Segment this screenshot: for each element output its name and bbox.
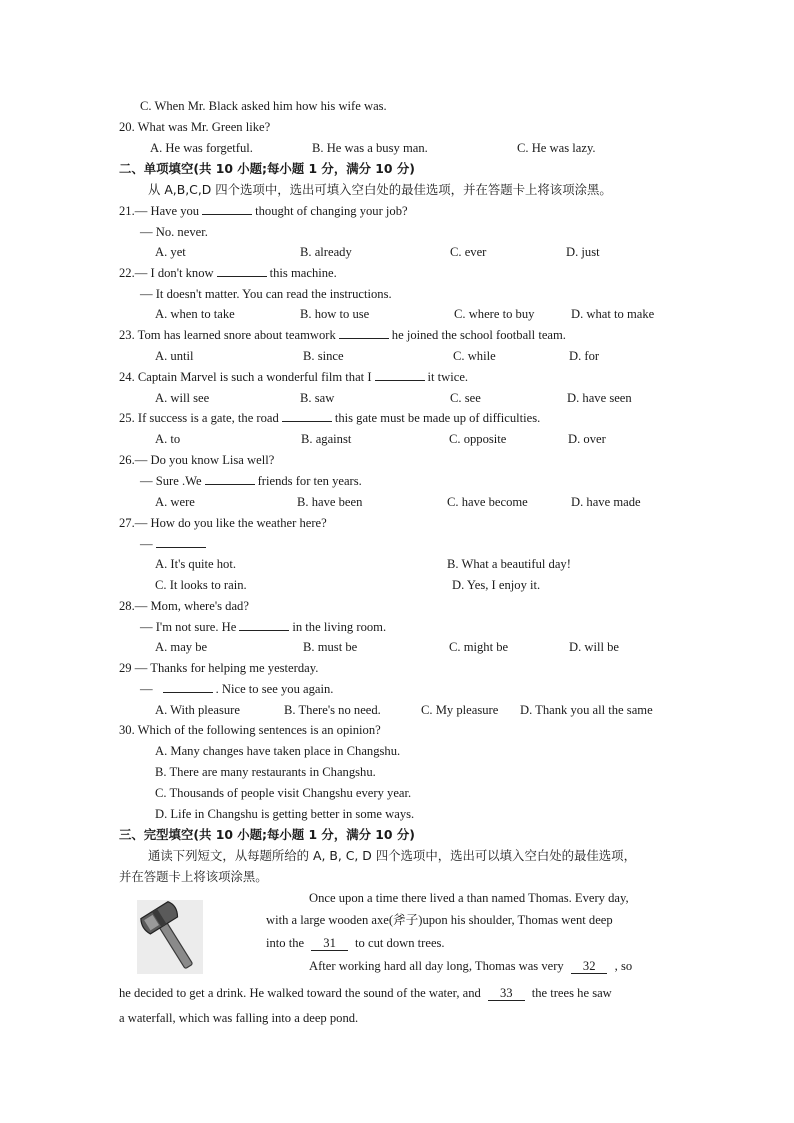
passage-p2-line3: a waterfall, which was falling into a deep pond. (119, 1011, 359, 1025)
q28-option-c: C. might be (449, 640, 509, 654)
q25-line1 (119, 410, 540, 426)
q23-stem-b: he joined the school football team. (391, 328, 566, 342)
q20-option-a: A. He was forgetful. (150, 141, 253, 155)
q21-option-d: D. just (566, 245, 600, 259)
q21-stem-b: thought of changing your job? (255, 204, 408, 218)
q29-option-c: C. My pleasure (421, 703, 499, 717)
section-3-instruction-1: 通读下列短文，从每题所给的 A, B, C, D 四个选项中，选出可以填入空白处的最佳选项， (148, 848, 636, 863)
blank-32: 32 (571, 960, 608, 974)
passage-p1-line3 (266, 935, 445, 951)
blank-33: 33 (488, 987, 525, 1001)
q28-line2 (140, 619, 386, 635)
q24-stem-a: 24. Captain Marvel is such a wonderful film that I (119, 370, 372, 384)
q27-dash: — (140, 537, 153, 551)
q28-stem-a: — I'm not sure. He (140, 620, 237, 634)
q25-option-a: A. to (155, 432, 181, 446)
q26-option-d: D. have made (571, 495, 641, 509)
q29-dash: — (140, 682, 153, 696)
q28-option-a: A. may be (155, 640, 208, 654)
q27-option-a: A. It's quite hot. (155, 557, 236, 571)
q27-option-b: B. What a beautiful day! (447, 557, 571, 571)
section-2-title: 二、单项填空(共 10 小题;每小题 1 分，满分 10 分) (119, 161, 415, 176)
q24-stem-b: it twice. (427, 370, 469, 384)
q21-option-c: C. ever (450, 245, 487, 259)
q21-option-b: B. already (300, 245, 352, 259)
q20-option-c: C. He was lazy. (517, 141, 596, 155)
q25-stem-a: 25. If success is a gate, the road (119, 411, 279, 425)
q21-line1 (119, 203, 408, 219)
q24-option-c: C. see (450, 391, 481, 405)
q22-option-a: A. when to take (155, 307, 235, 321)
passage-text-c: After working hard all day long, Thomas was very (309, 959, 564, 973)
q26-stem-a: — Sure .We (140, 474, 202, 488)
q23-option-a: A. until (155, 349, 194, 363)
q25-stem-b: this gate must be made up of difficulties. (334, 411, 541, 425)
q30-option-a: A. Many changes have taken place in Changshu. (155, 744, 401, 758)
q26-option-c: C. have become (447, 495, 528, 509)
q22-stem-b: this machine. (269, 266, 337, 280)
q25-option-d: D. over (568, 432, 606, 446)
q23-option-d: D. for (569, 349, 600, 363)
passage-text-d: , so (614, 959, 633, 973)
q21-stem-a: 21.— Have you (119, 204, 200, 218)
axe-image (137, 900, 203, 974)
q22-blank (217, 265, 267, 277)
section-3-title: 三、完型填空(共 10 小题;每小题 1 分，满分 10 分) (119, 827, 415, 842)
passage-text-f: the trees he saw (531, 986, 612, 1000)
q26-line2 (140, 473, 362, 489)
q28-blank (239, 619, 289, 631)
q23-line1 (119, 327, 566, 343)
q27-line1: 27.— How do you like the weather here? (119, 516, 327, 530)
q29-line1: 29 — Thanks for helping me yesterday. (119, 661, 319, 675)
passage-p1-line1: Once upon a time there lived a than named Thomas. Every day, (309, 891, 629, 905)
q24-option-a: A. will see (155, 391, 210, 405)
q25-blank (282, 410, 332, 422)
q23-stem-a: 23. Tom has learned snore about teamwork (119, 328, 336, 342)
q22-line1 (119, 265, 337, 281)
q29-option-a: A. With pleasure (155, 703, 240, 717)
q30-option-c: C. Thousands of people visit Changshu every year. (155, 786, 412, 800)
q29-option-d: D. Thank you all the same (520, 703, 653, 717)
passage-p2-line2 (119, 985, 612, 1001)
q27-line2 (140, 536, 209, 552)
q28-option-b: B. must be (303, 640, 358, 654)
passage-text-a: into the (266, 936, 305, 950)
q30-stem: 30. Which of the following sentences is an opinion? (119, 723, 381, 737)
passage-text-b: to cut down trees. (355, 936, 445, 950)
q21-blank (202, 203, 252, 215)
q24-blank (375, 369, 425, 381)
q29-option-b: B. There's no need. (284, 703, 381, 717)
passage-text-e: he decided to get a drink. He walked toward the sound of the water, and (119, 986, 481, 1000)
q27-blank (156, 536, 206, 548)
q22-option-b: B. how to use (300, 307, 370, 321)
q22-option-c: C. where to buy (454, 307, 535, 321)
q20-option-b: B. He was a busy man. (312, 141, 428, 155)
q30-option-b: B. There are many restaurants in Changshu. (155, 765, 376, 779)
passage-p1-line2: with a large wooden axe(斧子)upon his shoulder, Thomas went deep (266, 913, 613, 927)
section-3-instruction-2: 并在答题卡上将该项涂黑。 (119, 869, 268, 884)
q25-option-b: B. against (301, 432, 352, 446)
q21-option-a: A. yet (155, 245, 186, 259)
q24-line1 (119, 369, 468, 385)
q28-option-d: D. will be (569, 640, 620, 654)
q21-line2: — No. never. (140, 225, 208, 239)
section-2-instruction: 从 A,B,C,D 四个选项中，选出可填入空白处的最佳选项，并在答题卡上将该项涂黑。 (148, 182, 612, 197)
q28-line1: 28.— Mom, where's dad? (119, 599, 249, 613)
q29-stem-b: . Nice to see you again. (215, 682, 334, 696)
q27-option-c: C. It looks to rain. (155, 578, 247, 592)
q22-option-d: D. what to make (571, 307, 655, 321)
q25-option-c: C. opposite (449, 432, 507, 446)
q30-option-d: D. Life in Changshu is getting better in some ways. (155, 807, 415, 821)
q29-blank (163, 681, 213, 693)
q29-line2 (140, 681, 333, 697)
q20-stem: 20. What was Mr. Green like? (119, 120, 271, 134)
q26-stem-b: friends for ten years. (257, 474, 362, 488)
q26-blank (205, 473, 255, 485)
q28-stem-b: in the living room. (292, 620, 387, 634)
q22-line2: — It doesn't matter. You can read the instructions. (140, 287, 392, 301)
q19-option-c: C. When Mr. Black asked him how his wife was. (140, 99, 387, 113)
blank-31: 31 (311, 937, 348, 951)
q23-blank (339, 327, 389, 339)
q24-option-b: B. saw (300, 391, 335, 405)
q27-option-d: D. Yes, I enjoy it. (452, 578, 541, 592)
q26-option-b: B. have been (297, 495, 363, 509)
q23-option-c: C. while (453, 349, 496, 363)
passage-p2-line1 (309, 958, 632, 974)
q26-option-a: A. were (155, 495, 195, 509)
q22-stem-a: 22.— I don't know (119, 266, 214, 280)
q23-option-b: B. since (303, 349, 344, 363)
q24-option-d: D. have seen (567, 391, 632, 405)
q26-line1: 26.— Do you know Lisa well? (119, 453, 275, 467)
